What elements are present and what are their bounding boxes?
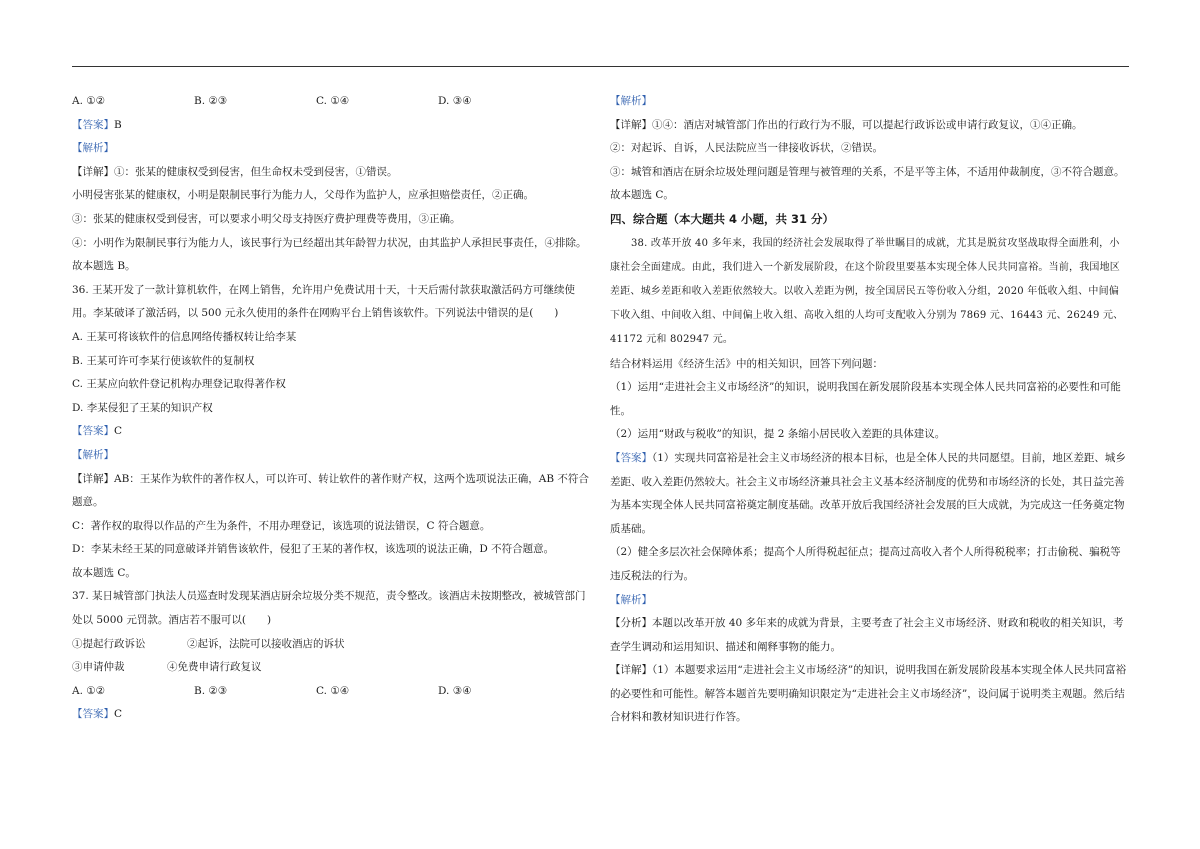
q36-option-a: A. 王某可将该软件的信息网络传播权转让给李某: [72, 330, 297, 343]
q37-stem: 37. 某日城管部门执法人员巡查时发现某酒店厨余垃圾分类不规范，责令整改。该酒店未按期整改，被城管部门处以 5000 元罚款。酒店若不服可以( ): [72, 590, 586, 627]
q36-conclusion: 故本题选 C。: [72, 566, 136, 579]
q37-detail-1: [610, 114, 1128, 138]
q36-stem: 36. 王某开发了一款计算机软件，在网上销售，允许用户免费试用十天，十天后需付款获取激活码方可继续使用。李某破译了激活码，以 500 元永久使用的条件在网购平台上销售该软件。下列说法中错误的是( ): [72, 283, 576, 320]
q36-answer: [72, 420, 590, 444]
option-a: A. ①②: [72, 684, 106, 697]
q37-answer: [72, 703, 590, 727]
option-b: B. ②③: [194, 95, 228, 107]
answer-tag: 【答案】: [72, 425, 114, 438]
option-d: D. ③④: [438, 684, 472, 697]
section-title: 四、综合题（本大题共 4 小题，共 31 分）: [610, 211, 835, 226]
fenxi-text: 本题以改革开放 40 多年来的成就为背景，主要考查了社会主义市场经济、财政和税收的相关知识，考查学生调动和运用知识、描述和阐释事物的能力。: [610, 617, 1124, 653]
answer-tag: 【答案】: [610, 451, 652, 464]
q37-detail-3: ③：城管和酒店在厨余垃圾处理问题是管理与被管理的关系，不是平等主体，不适用仲裁制度，③不符合题意。: [610, 165, 1125, 178]
q36-option-c: C. 王某应向软件登记机构办理登记取得著作权: [72, 378, 286, 391]
q38-answer-1: [610, 447, 1128, 541]
detail-tag: 【详解】: [610, 664, 652, 677]
q36-detail-2: C：著作权的取得以作品的产生为条件，不用办理登记，该选项的说法错误，C 符合题意。: [72, 519, 491, 532]
detail-text: ①④：酒店对城管部门作出的行政行为不服，可以提起行政诉讼或申请行政复议，①④正确。: [652, 118, 1083, 131]
option-b: B. ②③: [194, 684, 228, 697]
q38-analysis-tag: 【解析】: [610, 593, 652, 606]
q38-subquestion-2: （2）运用“财政与税收”的知识，提 2 条缩小居民收入差距的具体建议。: [610, 428, 946, 441]
q38-detail: [610, 659, 1128, 730]
fenxi-tag: 【分析】: [610, 617, 652, 630]
q36-option-d: D. 李某侵犯了王某的知识产权: [72, 401, 213, 414]
q36-option-b: B. 王某可许可李某行使该软件的复制权: [72, 354, 255, 367]
q35-conclusion: 故本题选 B。: [72, 260, 136, 273]
left-column: [72, 90, 590, 727]
q38-subquestion-1: （1）运用“走进社会主义市场经济”的知识，说明我国在新发展阶段基本实现全体人民共同富裕的必要性和可能性。: [610, 381, 1121, 417]
q37-options: [72, 680, 590, 704]
answer-tag: 【答案】: [72, 708, 114, 721]
q35-answer: [72, 114, 590, 138]
q38-material: [610, 232, 1128, 353]
detail-text: （1）本题要求运用“走进社会主义市场经济”的知识，说明我国在新发展阶段基本实现全体人民共同富裕的必要性和可能性。解答本题首先要明确知识限定为“走进社会主义市场经济”，设问属于说明类主观题。然后结合材料和教材知识进行作答。: [610, 664, 1127, 724]
material-text: 38. 改革开放 40 多年来，我国的经济社会发展取得了举世瞩目的成就，尤其是脱贫攻坚战取得全面胜利，小康社会全面建成。由此，我们进入一个新发展阶段，在这个阶段里要基本实现全体人民共同富裕。当前，我国地区差距、城乡差距和收入差距依然较大。以收入差距为例，按全国居民五等份收入分组，2020 年低收入组、中间偏下收入组、中间收入组、中间偏上收入组、高收入组的人均可支配收入分别为 7869 元、16443 元、26249 元、41172 元和 802947 元。: [610, 237, 1124, 346]
item-4: ④免费申请行政复议: [167, 661, 262, 674]
detail-tag: 【详解】: [72, 472, 114, 485]
option-c: C. ①④: [316, 684, 350, 697]
answer-value: C: [114, 425, 123, 438]
q36-analysis-tag: 【解析】: [72, 448, 114, 461]
item-2: ②起诉，法院可以接收酒店的诉状: [187, 637, 345, 650]
answer-text: （1）实现共同富裕是社会主义市场经济的根本目标，也是全体人民的共同愿望。目前，地区差距、城乡差距、收入差距仍然较大。社会主义市场经济兼具社会主义基本经济制度的优势和市场经济的长处，其日益完善为基本实现全体人民共同富裕奠定制度基础。改革开放后我国经济社会发展的巨大成就，为完成这一任务奠定物质基础。: [610, 451, 1126, 535]
answer-value: B: [114, 118, 122, 131]
q35-detail-3: ③：张某的健康权受到侵害，可以要求小明父母支持医疗费护理费等费用，③正确。: [72, 212, 461, 225]
right-column: [610, 90, 1128, 730]
detail-text: AB：王某作为软件的著作权人，可以许可、转让软件的著作财产权，这两个选项说法正确，AB 不符合题意。: [72, 472, 589, 509]
q35-detail-4: ④：小明作为限制民事行为能力人，该民事行为已经超出其年龄智力状况，由其监护人承担民事责任，④排除。: [72, 236, 587, 249]
q38-answer-2: （2）健全多层次社会保障体系；提高个人所得税起征点；提高过高收入者个人所得税税率；打击偷税、骗税等违反税法的行为。: [610, 546, 1121, 582]
header-rule: [72, 66, 1129, 67]
item-3: ③申请仲裁: [72, 661, 125, 674]
q37-analysis-tag: 【解析】: [610, 95, 652, 107]
q38-prompt: 结合材料运用《经济生活》中的相关知识，回答下列问题：: [610, 357, 883, 370]
option-c: C. ①④: [316, 95, 350, 107]
q35-analysis-tag: 【解析】: [72, 142, 114, 155]
q37-detail-2: ②：对起诉、自诉，人民法院应当一律接收诉状，②错误。: [610, 142, 883, 155]
answer-value: C: [114, 708, 123, 721]
detail-text: ①：张某的健康权受到侵害，但生命权未受到侵害，①错误。: [114, 165, 398, 178]
option-a: A. ①②: [72, 95, 106, 107]
q35-detail-2: 小明侵害张某的健康权，小明是限制民事行为能力人，父母作为监护人，应承担赔偿责任，②正确。: [72, 189, 534, 202]
q36-detail-3: D：李某未经王某的同意破译并销售该软件，侵犯了王某的著作权，该选项的说法正确，D 不符合题意。: [72, 543, 555, 556]
detail-tag: 【详解】: [72, 165, 114, 178]
q37-items-row-2: [72, 656, 590, 680]
option-d: D. ③④: [438, 95, 472, 107]
q37-conclusion: 故本题选 C。: [610, 189, 674, 202]
item-1: ①提起行政诉讼: [72, 637, 146, 650]
answer-tag: 【答案】: [72, 118, 114, 131]
detail-tag: 【详解】: [610, 118, 652, 131]
q35-options: [72, 90, 590, 114]
q37-items-row-1: [72, 633, 590, 657]
q35-detail-1: [72, 161, 590, 185]
q36-detail-1: [72, 468, 590, 515]
q38-fenxi: [610, 612, 1128, 659]
